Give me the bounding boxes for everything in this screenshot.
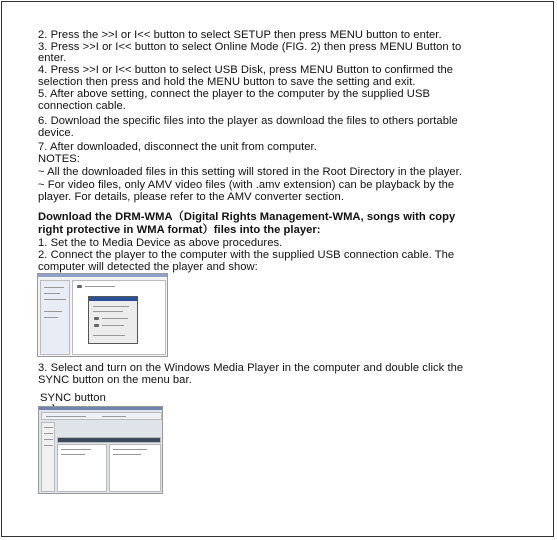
drm-heading-1: Download the DRM-WMA（Digital Rights Management-WMA, songs with copy [38,211,456,223]
player-sync-toolbar [57,437,161,443]
player-titlebar [39,407,162,410]
step-6-cont: device. [38,127,74,139]
note-3: player. For details, please refer to the AMV converter section. [38,191,344,203]
notes-label: NOTES: [38,153,80,165]
media-player-screenshot [38,406,163,494]
step-3: 3. Press >>I or I<< button to select Online Mode (FIG. 2) then press MENU Button to [38,41,462,53]
player-menubar [41,412,162,420]
step3-line-1: 3. Select and turn on the Windows Media Player in the computer and double click the [38,362,464,374]
step3-line-2: SYNC button on the menu bar. [38,374,192,386]
window-titlebar [38,274,167,277]
drm-step-1: 1. Set the to Media Device as above procedures. [38,237,283,249]
step-3-cont: enter. [38,52,67,64]
step-6: 6. Download the specific files into the player as download the files to others portable [38,115,458,127]
sync-button-label: SYNC button [40,392,106,404]
player-tree [41,422,55,492]
drm-step-2-cont: computer will detected the player and show: [38,261,258,273]
sync-list-right [109,444,161,492]
step-5: 5. After above setting, connect the player to the computer by the supplied USB [38,88,430,100]
drm-step-2: 2. Connect the player to the computer with the supplied USB connection cable. The [38,249,455,261]
explorer-sidebar [40,280,70,355]
autoplay-dialog [88,296,138,344]
device-detected-screenshot [37,273,168,357]
drm-heading-2: right protective in WMA format）files into the player: [38,224,321,236]
sync-list-left [57,444,107,492]
step-5-cont: connection cable. [38,100,126,112]
step-2: 2. Press the >>I or I<< button to select SETUP then press MENU button to enter. [38,29,442,41]
step-7: 7. After downloaded, disconnect the unit from computer. [38,141,317,153]
note-1: ~ All the downloaded files in this setting will stored in the Root Directory in the player. [38,166,462,178]
step-4-cont: selection then press and hold the MENU button to save the setting and exit. [38,76,416,88]
note-2: ~ For video files, only AMV video files (with .amv extension) can be playback by the [38,179,455,191]
step-4: 4. Press >>I or I<< button to select USB Disk, press MENU Button to confirmed the [38,64,454,76]
